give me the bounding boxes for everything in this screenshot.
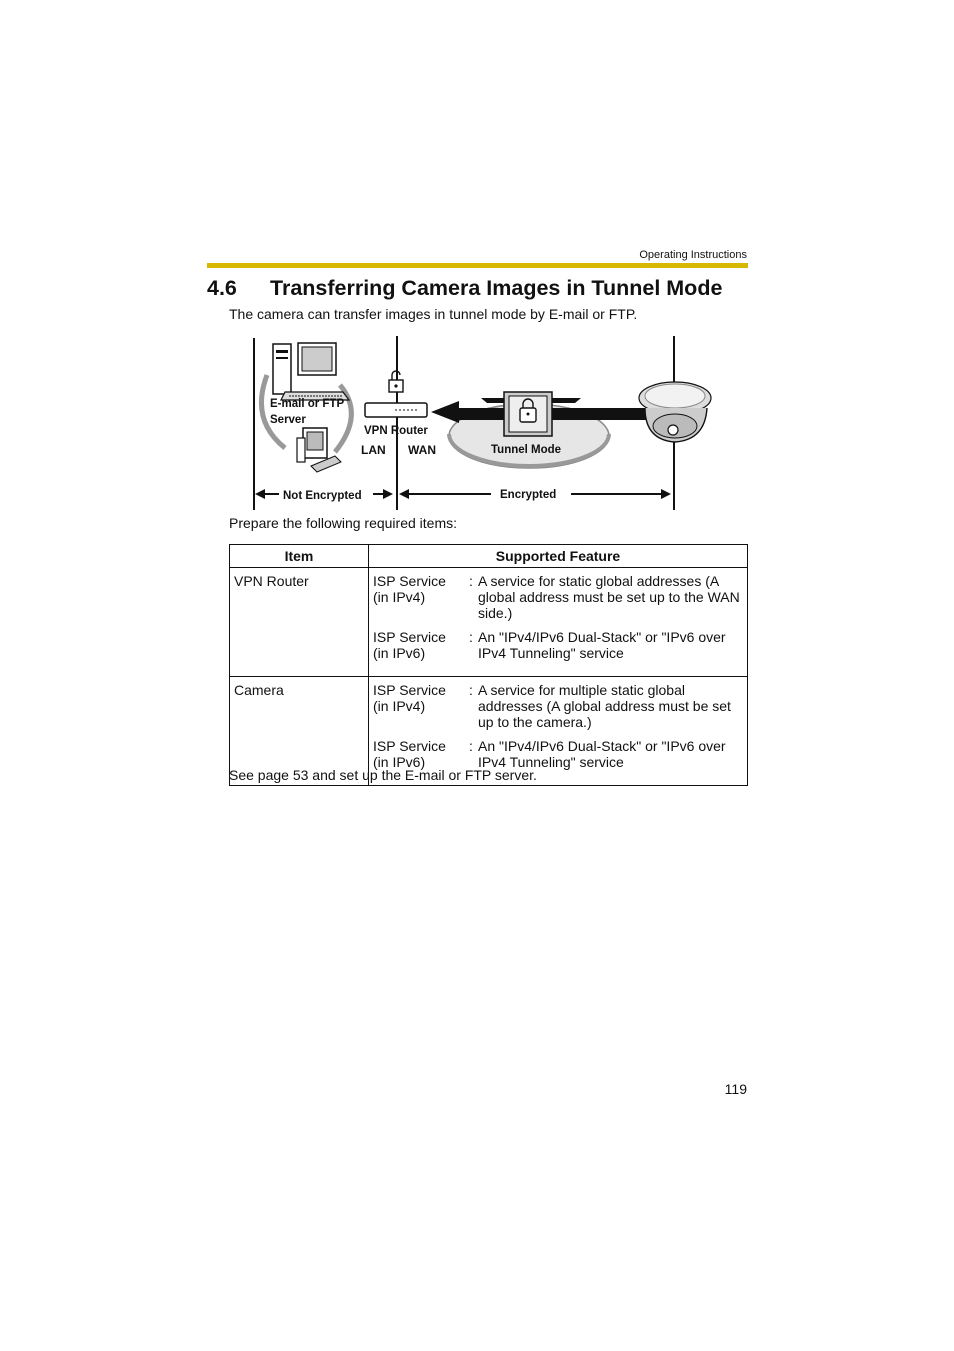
network-camera-icon [639, 382, 711, 442]
item-cell: VPN Router [230, 568, 369, 677]
feature-description: A service for multiple static global addresses (A global address must be set up to the camera.) [478, 682, 731, 730]
server-label-line2: Server [270, 414, 306, 426]
header-rule [207, 263, 748, 268]
table-row [230, 568, 748, 677]
page-number: 119 [724, 1081, 747, 1097]
setup-note: See page 53 and set up the E-mail or FTP server. [229, 767, 537, 783]
feature-entry: ISP Service (in IPv6) : An "IPv4/IPv6 Dual-Stack" or "IPv6 over IPv4 Tunneling" service [369, 730, 747, 785]
section-number: 4.6 [207, 276, 237, 300]
server-computer-icon [273, 343, 349, 400]
prepare-text: Prepare the following required items: [229, 515, 458, 531]
section-title-text: Transferring Camera Images in Tunnel Mode [270, 276, 723, 300]
service-name: ISP Service (in IPv4) [373, 682, 446, 714]
router-label: VPN Router [364, 425, 428, 437]
service-name: ISP Service (in IPv6) [373, 738, 446, 770]
tunnel-mode-label: Tunnel Mode [491, 444, 562, 456]
section-title [207, 276, 722, 301]
vpn-router-icon [365, 403, 427, 417]
header-supported-feature: Supported Feature [369, 545, 748, 568]
header-item: Item [230, 545, 369, 568]
running-header: Operating Instructions [639, 249, 747, 261]
encrypted-label: Encrypted [500, 489, 557, 501]
item-cell: Camera [230, 677, 369, 786]
locked-padlock-icon [504, 392, 552, 436]
wan-label: WAN [408, 443, 436, 457]
table-header-row [230, 545, 748, 568]
tunnel-mode-diagram [245, 330, 755, 520]
feature-cell [369, 568, 748, 677]
server-label-line1: E-mail or FTP [270, 398, 345, 410]
service-name: ISP Service (in IPv6) [373, 629, 446, 661]
feature-entry: ISP Service (in IPv4) : A service for multiple static global addresses (A global address must be set up to the camera.) [369, 677, 747, 730]
not-encrypted-label: Not Encrypted [283, 490, 362, 502]
intro-text: The camera can transfer images in tunnel mode by E-mail or FTP. [229, 306, 638, 322]
feature-entry: ISP Service (in IPv6) : An "IPv4/IPv6 Dual-Stack" or "IPv6 over IPv4 Tunneling" service [369, 621, 747, 676]
service-name: ISP Service (in IPv4) [373, 573, 446, 605]
required-items-table [229, 544, 748, 786]
feature-description: An "IPv4/IPv6 Dual-Stack" or "IPv6 over IPv4 Tunneling" service [478, 738, 726, 770]
feature-description: An "IPv4/IPv6 Dual-Stack" or "IPv6 over IPv4 Tunneling" service [478, 629, 726, 661]
feature-description: A service for static global addresses (A global address must be set up to the WAN side.) [478, 573, 740, 621]
feature-entry: ISP Service (in IPv4) : A service for static global addresses (A global address must be set up to the WAN side.) [369, 568, 747, 621]
lan-label: LAN [361, 443, 386, 457]
